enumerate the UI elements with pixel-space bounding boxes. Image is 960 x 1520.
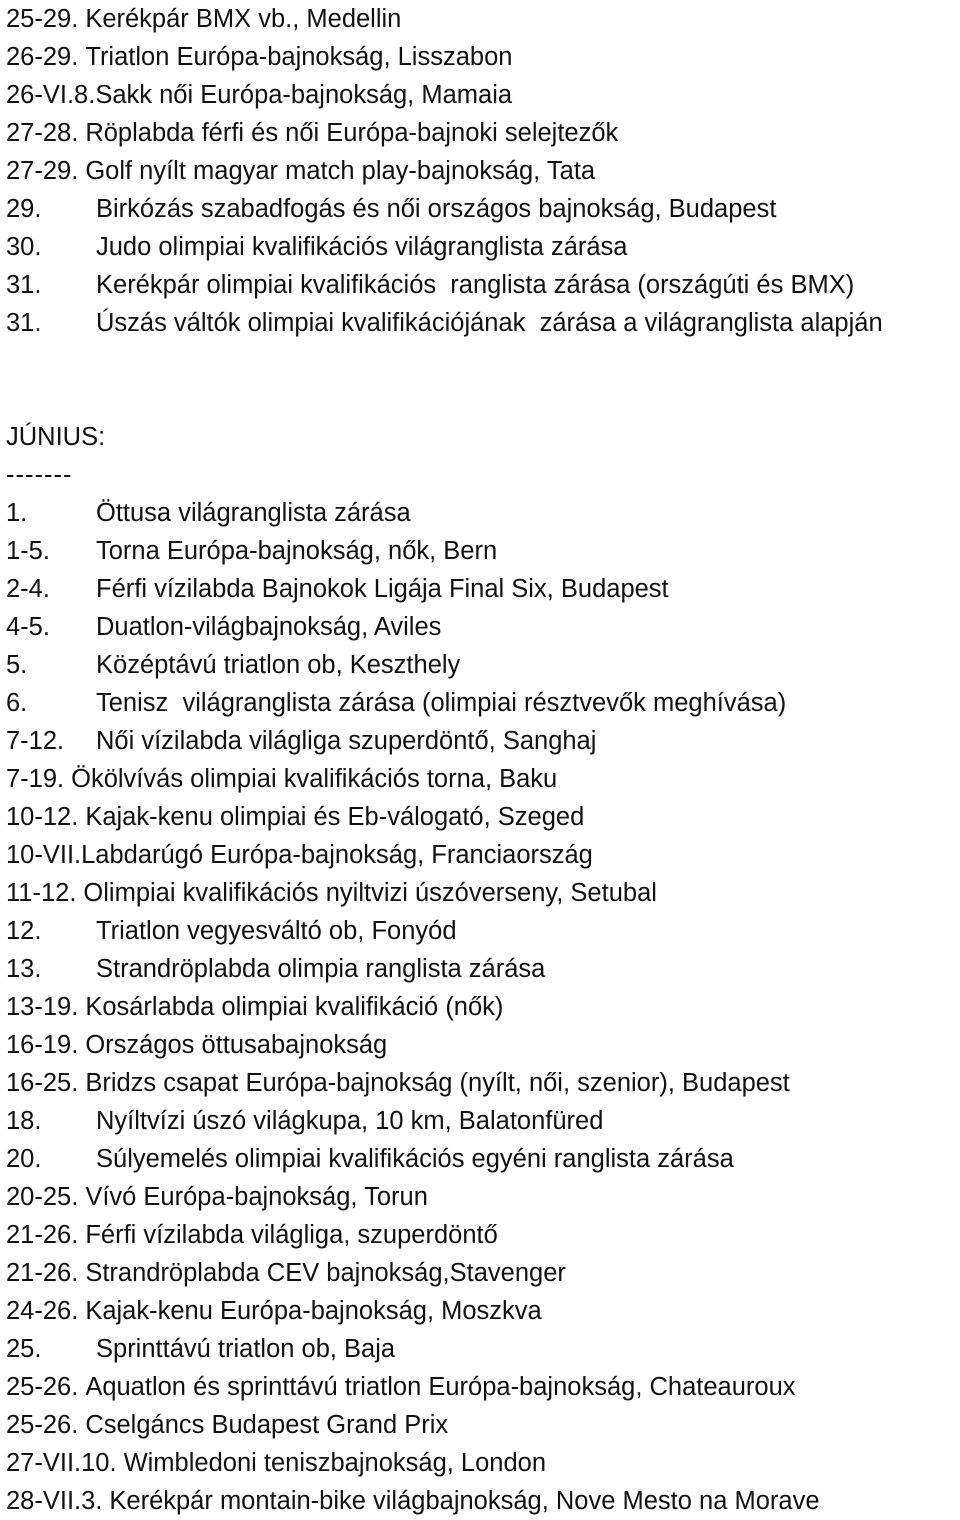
- entry-date: 1.: [6, 499, 28, 527]
- schedule-entry: [6, 0, 956, 38]
- entry-date: 18.: [6, 1107, 42, 1135]
- entry-text: Röplabda férfi és női Európa-bajnoki selejtezők: [85, 119, 619, 147]
- june-heading: JÚNIUS:: [6, 423, 106, 451]
- entry-text: Torna Európa-bajnokság, nők, Bern: [96, 537, 498, 565]
- entry-text: Úszás váltók olimpiai kvalifikációjának zárása a világranglista alapján: [96, 309, 883, 337]
- may-list: [6, 0, 956, 342]
- entry-date: 7-12.: [6, 727, 65, 755]
- schedule-entry: [6, 874, 956, 912]
- june-divider: -------: [6, 461, 73, 489]
- entry-date: 4-5.: [6, 613, 50, 641]
- entry-text: Aquatlon és sprinttávú triatlon Európa-bajnokság, Chateauroux: [85, 1373, 796, 1401]
- entry-text: Olimpiai kvalifikációs nyiltvizi úszóverseny, Setubal: [83, 879, 657, 907]
- schedule-entry: [6, 1254, 956, 1292]
- entry-text: Vívó Európa-bajnokság, Torun: [85, 1183, 428, 1211]
- entry-text: Judo olimpiai kvalifikációs világranglista zárása: [96, 233, 628, 261]
- entry-date: 11-12.: [6, 879, 77, 907]
- entry-text: Súlyemelés olimpiai kvalifikációs egyéni ranglista zárása: [96, 1145, 734, 1173]
- entry-date: 27-28.: [6, 119, 79, 147]
- entry-date: 27-29.: [6, 157, 79, 185]
- entry-date: 21-26.: [6, 1259, 79, 1287]
- entry-text: Férfi vízilabda világliga, szuperdöntő: [85, 1221, 498, 1249]
- entry-date: 21-26.: [6, 1221, 79, 1249]
- entry-text: Triatlon Európa-bajnokság, Lisszabon: [85, 43, 513, 71]
- schedule-entry: [6, 1026, 956, 1064]
- schedule-entry: [6, 684, 956, 722]
- entry-date: 25.: [6, 1335, 42, 1363]
- entry-date: 27-VII.10.: [6, 1449, 117, 1477]
- entry-text: Országos öttusabajnokság: [85, 1031, 388, 1059]
- entry-text: Nyíltvízi úszó világkupa, 10 km, Balatonfüred: [96, 1107, 604, 1135]
- schedule-entry: [6, 114, 956, 152]
- entry-date: 5.: [6, 651, 28, 679]
- entry-text: Duatlon-világbajnokság, Aviles: [96, 613, 442, 641]
- entry-date: 24-26.: [6, 1297, 79, 1325]
- entry-text: Strandröplabda CEV bajnokság,Stavenger: [85, 1259, 566, 1287]
- entry-text: Férfi vízilabda Bajnokok Ligája Final Six, Budapest: [96, 575, 669, 603]
- schedule-entry: [6, 722, 956, 760]
- entry-text: Kerékpár olimpiai kvalifikációs ranglista zárása (országúti és BMX): [96, 271, 855, 299]
- entry-date: 29.: [6, 195, 42, 223]
- entry-date: 26-29.: [6, 43, 79, 71]
- entry-text: Középtávú triatlon ob, Keszthely: [96, 651, 461, 679]
- schedule-entry: [6, 1368, 956, 1406]
- entry-date: 1-5.: [6, 537, 50, 565]
- entry-text: Cselgáncs Budapest Grand Prix: [85, 1411, 449, 1439]
- schedule-entry: [6, 76, 956, 114]
- entry-date: 12.: [6, 917, 42, 945]
- schedule-entry: [6, 950, 956, 988]
- schedule-entry: [6, 152, 956, 190]
- entry-date: 16-25.: [6, 1069, 79, 1097]
- entry-text: Strandröplabda olimpia ranglista zárása: [96, 955, 546, 983]
- schedule-entry: [6, 494, 956, 532]
- entry-text: Golf nyílt magyar match play-bajnokság, Tata: [85, 157, 596, 185]
- entry-date: 13.: [6, 955, 42, 983]
- entry-date: 2-4.: [6, 575, 50, 603]
- schedule-entry: [6, 190, 956, 228]
- entry-text: Sprinttávú triatlon ob, Baja: [96, 1335, 396, 1363]
- entry-date: 28-VII.3.: [6, 1487, 103, 1515]
- entry-text: Labdarúgó Európa-bajnokság, Franciaország: [81, 841, 593, 869]
- schedule-entry: [6, 798, 956, 836]
- entry-date: 20.: [6, 1145, 42, 1173]
- entry-text: Ökölvívás olimpiai kvalifikációs torna, Baku: [71, 765, 558, 793]
- entry-date: 26-VI.8.: [6, 81, 96, 109]
- entry-date: 31.: [6, 271, 42, 299]
- entry-text: Kajak-kenu Európa-bajnokság, Moszkva: [85, 1297, 542, 1325]
- schedule-entry: [6, 1216, 956, 1254]
- entry-text: Bridzs csapat Európa-bajnokság (nyílt, női, szenior), Budapest: [85, 1069, 790, 1097]
- schedule-entry: [6, 228, 956, 266]
- entry-text: Kerékpár montain-bike világbajnokság, Nove Mesto na Morave: [109, 1487, 820, 1515]
- schedule-entry: [6, 532, 956, 570]
- entry-date: 25-26.: [6, 1373, 79, 1401]
- schedule-entry: [6, 646, 956, 684]
- schedule-entry: [6, 608, 956, 646]
- entry-text: Wimbledoni teniszbajnokság, London: [123, 1449, 547, 1477]
- entry-date: 7-19.: [6, 765, 65, 793]
- entry-text: Öttusa világranglista zárása: [96, 499, 411, 527]
- schedule-entry: [6, 988, 956, 1026]
- schedule-entry: [6, 836, 956, 874]
- schedule-entry: [6, 1292, 956, 1330]
- schedule-entry: [6, 760, 956, 798]
- entry-date: 16-19.: [6, 1031, 79, 1059]
- schedule-entry: [6, 304, 956, 342]
- schedule-entry: [6, 1406, 956, 1444]
- schedule-entry: [6, 1140, 956, 1178]
- entry-text: Triatlon vegyesváltó ob, Fonyód: [96, 917, 457, 945]
- entry-date: 31.: [6, 309, 42, 337]
- entry-date: 6.: [6, 689, 28, 717]
- entry-date: 13-19.: [6, 993, 79, 1021]
- schedule-document: [6, 0, 956, 1520]
- entry-text: Kajak-kenu olimpiai és Eb-válogató, Szeged: [85, 803, 585, 831]
- schedule-entry: [6, 1178, 956, 1216]
- schedule-entry: [6, 38, 956, 76]
- entry-text: Női vízilabda világliga szuperdöntő, Sanghaj: [96, 727, 597, 755]
- entry-date: 20-25.: [6, 1183, 79, 1211]
- entry-date: 10-12.: [6, 803, 79, 831]
- entry-text: Tenisz világranglista zárása (olimpiai résztvevők meghívása): [96, 689, 787, 717]
- schedule-entry: [6, 1330, 956, 1368]
- schedule-entry: [6, 266, 956, 304]
- entry-date: 25-29.: [6, 5, 79, 33]
- entry-text: Kosárlabda olimpiai kvalifikáció (nők): [85, 993, 504, 1021]
- schedule-entry: [6, 1102, 956, 1140]
- schedule-entry: [6, 1444, 956, 1482]
- schedule-entry: [6, 912, 956, 950]
- entry-date: 25-26.: [6, 1411, 79, 1439]
- entry-text: Birkózás szabadfogás és női országos bajnokság, Budapest: [96, 195, 777, 223]
- schedule-entry: [6, 1482, 956, 1520]
- entry-text: Sakk női Európa-bajnokság, Mamaia: [95, 81, 513, 109]
- entry-date: 30.: [6, 233, 42, 261]
- entry-text: Kerékpár BMX vb., Medellin: [85, 5, 402, 33]
- entry-date: 10-VII.: [6, 841, 82, 869]
- june-list: [6, 494, 956, 1520]
- schedule-entry: [6, 1064, 956, 1102]
- section-gap: [6, 342, 956, 418]
- schedule-entry: [6, 570, 956, 608]
